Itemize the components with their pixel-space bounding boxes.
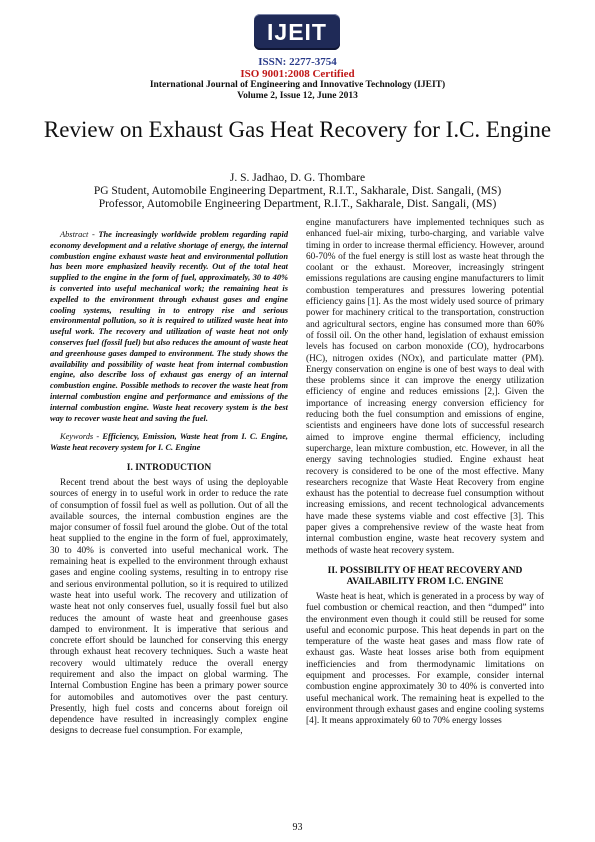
introduction-paragraph-2: engine manufacturers have implemented techniques such as enhanced fuel-air mixing, turbo-charging, and variable valve timing in order to increase thermal efficiency. However, around 60-70% of the fuel energy is still lost as waste heat through the coolant or the exhaust. Moreover, increasingly stringent emissions regulations are causing engine manufacturers to limit combustion temperatures and pressures lowering potential efficiency gains [1]. As the most widely used source of primary power for machinery critical to the transportation, construction and agricultural sectors, engine has consumed more than 60% of fossil oil. On the other hand, legislation of exhaust emission levels has focused on carbon monoxide (CO), hydrocarbons (HC), nitrogen oxides (NOx), and particulate matter (PM). Energy conservation on engine is one of best ways to deal with these problems since it can improve the energy utilization efficiency of engine and reduces emissions [2,]. Given the importance of increasing energy conversion efficiency for reducing both the fuel consumption and emissions of engine, scientists and engineers have done lots of successful research aimed to improve engine thermal efficiency, including supercharge, lean mixture combustion, etc. However, in all the energy saving technologies studied. Engine exhaust heat recovery is considered to be one of the most effective. Many researchers recognize that Waste Heat Recovery from engine exhaust has the potential to decrease fuel consumption without increasing emissions, and recent technological advancements have made these systems viable and cost effective [3]. This paper gives a comprehensive review of the waste heat from internal combustion engine, waste heat recovery system and methods of waste heat recovery system.	[306, 218, 544, 556]
keywords	[50, 432, 288, 454]
section-heading-introduction: I. INTRODUCTION	[126, 462, 212, 473]
keywords-label: Keywords -	[60, 432, 100, 442]
issn: ISSN: 2277-3754	[258, 56, 337, 68]
possibility-paragraph-1: Waste heat is heat, which is generated in a process by way of fuel combustion or chemical reaction, and then “dumped” into the environment even though it could still be reused for some useful and economic purpose. This heat depends in part on the temperature of the waste heat gases and mass flow rate of exhaust gas. Waste heat losses arise both from equipment inefficiencies and from thermodynamic limitations on equipment and processes. For example, consider internal combustion engine approximately 30 to 40% is converted into useful mechanical work. The remaining heat is expelled to the environment through exhaust gases and engine cooling systems [4]. It means approximately 60 to 70% energy losses	[306, 591, 544, 727]
affiliation-1: PG Student, Automobile Engineering Department, R.I.T., Sakharale, Dist. Sangali, (MS)	[93, 185, 502, 197]
page-number: 93	[292, 822, 303, 833]
paper-title: Review on Exhaust Gas Heat Recovery for I.C. Engine	[43, 117, 552, 142]
left-column	[50, 218, 288, 823]
authors: J. S. Jadhao, D. G. Thombare	[229, 172, 366, 184]
journal-name: International Journal of Engineering and Innovative Technology (IJEIT)	[149, 80, 446, 90]
right-column	[306, 218, 544, 823]
abstract-label: Abstract -	[60, 230, 95, 239]
abstract	[50, 230, 288, 424]
section-heading-possibility: II. POSSIBILITY OF HEAT RECOVERY AND AVAILABILITY FROM I.C. ENGINE	[327, 565, 523, 587]
volume-issue: Volume 2, Issue 12, June 2013	[237, 91, 358, 101]
keywords-text: Efficiency, Emission, Waste heat from I. C. Engine, Waste heat recovery system for I. C. Engine	[50, 432, 288, 453]
journal-logo: IJEIT	[254, 14, 340, 50]
introduction-paragraph-1: Recent trend about the best ways of using the deployable sources of energy in to useful work in order to reduce the rate of consumption of fossil fuel as well as pollution. Out of all the available sources, the internal combustion engines are the major consumer of fossil fuel around the globe. Out of the total heat supplied to the engine in the form of fuel, approximately, 30 to 40% is converted into useful mechanical work. The remaining heat is expelled to the environment through exhaust gases and engine cooling systems, resulting in to entropy rise and serious environmental pollution, so it is required to utilized waste heat into useful work. The recovery and utilization of waste heat not only conserves fuel, usually fossil fuel but also reduces the amount of waste heat and greenhouse gases damped to environment. It is imperative that serious and concrete effort should be launched for conserving this energy through exhaust heat recovery techniques. Such a waste heat recovery would ultimately reduce the overall energy requirement and also the impact on global warming. The Internal Combustion Engine has been a primary power source for automobiles and automotives over the past century. Presently, high fuel costs and concerns about foreign oil dependence have resulted in increasingly complex engine designs to decrease fuel consumption. For example,	[50, 477, 288, 737]
affiliation-2: Professor, Automobile Engineering Department, R.I.T., Sakharale, Dist. Sangali, (MS)	[98, 198, 497, 210]
abstract-text: The increasingly worldwide problem regarding rapid economy development and a relative shortage of energy, the internal combustion engine exhaust waste heat and environmental pollution has been more emphasized heavily recently. Out of the total heat supplied to the engine in the form of fuel, approximately, 30 to 40% is converted into useful mechanical work; the remaining heat is expelled to the environment through exhaust gases and engine cooling systems, resulting in to entropy rise and serious environmental pollution, so it is required to utilized waste heat into useful work. The recovery and utilization of waste heat not only conserves fuel (fossil fuel) but also reduces the amount of waste heat and greenhouse gases damped to environment. The study shows the availability and possibility of waste heat from internal combustion engine, also describe loss of exhaust gas energy of an internal combustion engine. Possible methods to recover the waste heat from internal combustion engine and performance and emissions of the internal combustion engine. Waste heat recovery system is the best way to recover waste heat and saving the fuel.	[50, 230, 288, 423]
iso-certification: ISO 9001:2008 Certified	[240, 68, 355, 80]
